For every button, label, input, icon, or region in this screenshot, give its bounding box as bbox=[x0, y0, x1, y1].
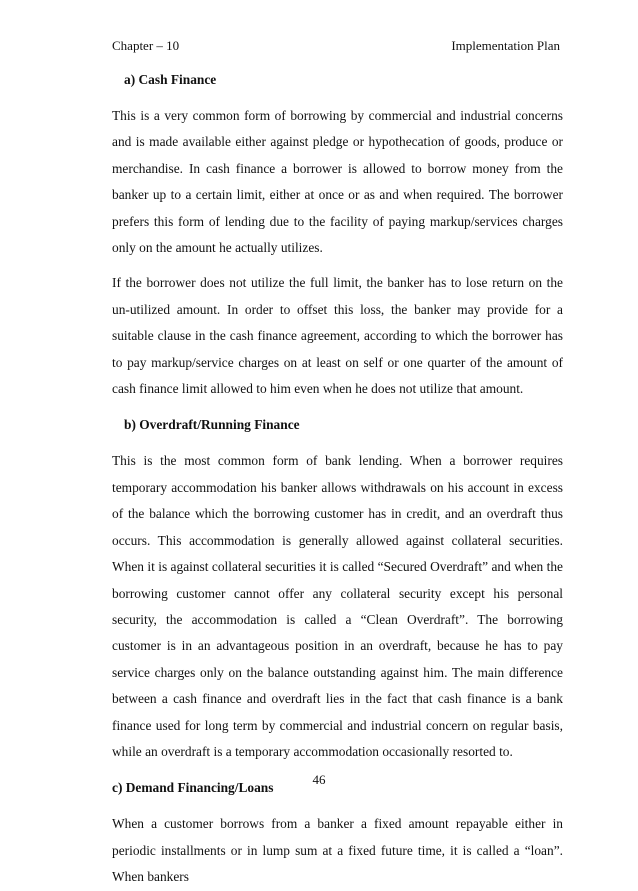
page-number: 46 bbox=[312, 772, 326, 787]
paragraph: If the borrower does not utilize the full limit, the banker has to lose return on the un-utilized amount. In order to offset this loss, the banker may provide for a suitable clause in the cash finance agreement, according to which the borrower has to pay markup/service charges on at least on self or one quarter of the amount of cash finance limit allowed to him even when he does not utilize that amount. bbox=[112, 275, 563, 397]
section-heading-overdraft: b) Overdraft/Running Finance bbox=[124, 417, 300, 433]
paragraph: When a customer borrows from a banker a fixed amount repayable either in periodic installments or in lump sum at a fixed future time, it is called a “loan”. When bankers bbox=[112, 816, 563, 885]
paragraph: This is the most common form of bank lending. When a borrower requires temporary accommodation his banker allows withdrawals on his account in excess of the balance which the borrowing customer has in credit, and an overdraft thus occurs. This accommodation is generally allowed against collateral securities. When it is against collateral securities it is called “Secured Overdraft” and when the borrowing customer cannot offer any collateral security except his personal security, the accommodation is called a “Clean Overdraft”. The borrowing customer is in an advantageous position in an overdraft, because he has to pay service charges only on the balance outstanding against him. The main difference between a cash finance and overdraft lies in the fact that cash finance is a bank finance used for long term by commercial and industrial concern on regular basis, while an overdraft is a temporary accommodation occasionally resorted to. bbox=[112, 453, 563, 759]
document-body bbox=[112, 66, 563, 891]
section-title: Implementation Plan bbox=[451, 38, 560, 53]
section-heading-cash-finance: a) Cash Finance bbox=[124, 72, 217, 87]
chapter-label: Chapter – 10 bbox=[112, 38, 180, 53]
section-heading-demand-financing: c) Demand Financing/Loans bbox=[112, 780, 274, 796]
paragraph: This is a very common form of borrowing by commercial and industrial concerns and is made available either against pledge or hypothecation of goods, produce or merchandise. In cash finance a borrower is allowed to borrow money from the banker up to a certain limit, either at once or as and when required. The borrower prefers this form of lending due to the facility of paying markup/services charges only on the amount he actually utilizes. bbox=[112, 108, 563, 256]
page-header bbox=[112, 38, 560, 54]
